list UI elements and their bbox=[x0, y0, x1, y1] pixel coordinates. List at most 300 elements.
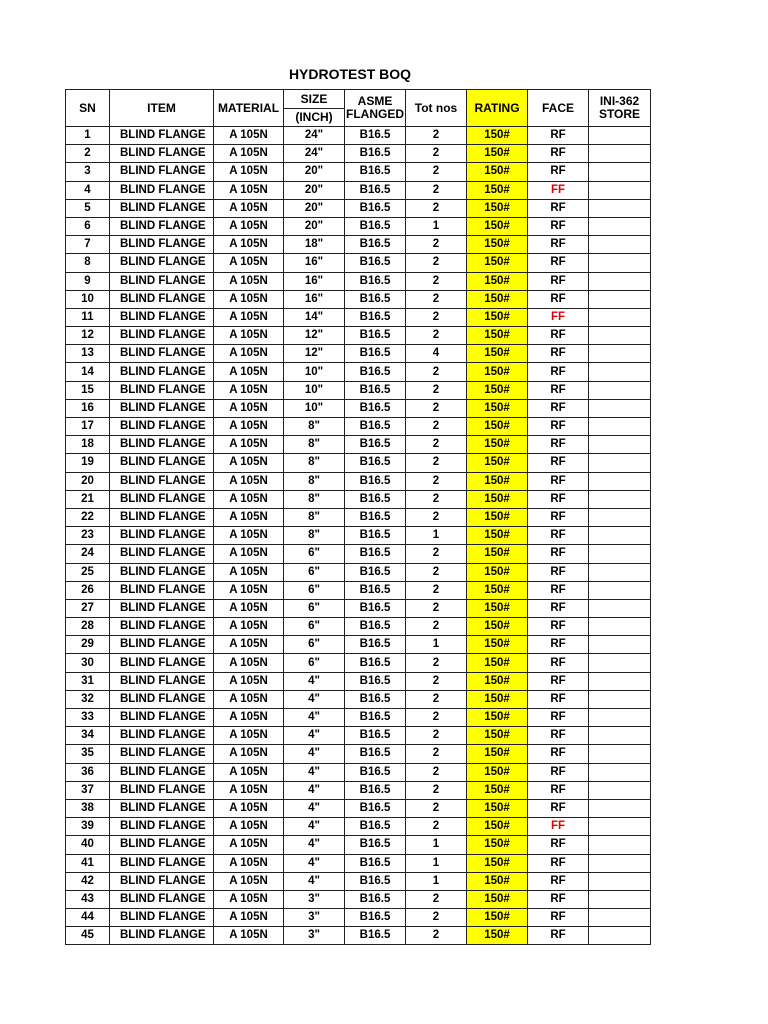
cell-store bbox=[589, 727, 651, 745]
cell-sn: 28 bbox=[66, 618, 110, 636]
cell-asme: B16.5 bbox=[345, 836, 406, 854]
cell-asme: B16.5 bbox=[345, 127, 406, 145]
cell-face: RF bbox=[528, 709, 589, 727]
cell-size: 6" bbox=[284, 599, 345, 617]
cell-item: BLIND FLANGE bbox=[110, 727, 214, 745]
cell-size: 6" bbox=[284, 581, 345, 599]
cell-sn: 7 bbox=[66, 236, 110, 254]
cell-asme: B16.5 bbox=[345, 745, 406, 763]
cell-item: BLIND FLANGE bbox=[110, 490, 214, 508]
cell-rating: 150# bbox=[467, 345, 528, 363]
cell-material: A 105N bbox=[214, 727, 284, 745]
cell-rating: 150# bbox=[467, 127, 528, 145]
cell-material: A 105N bbox=[214, 599, 284, 617]
cell-face: RF bbox=[528, 527, 589, 545]
cell-material: A 105N bbox=[214, 654, 284, 672]
cell-sn: 16 bbox=[66, 399, 110, 417]
cell-rating: 150# bbox=[467, 818, 528, 836]
cell-store bbox=[589, 145, 651, 163]
cell-item: BLIND FLANGE bbox=[110, 872, 214, 890]
cell-item: BLIND FLANGE bbox=[110, 508, 214, 526]
table-row bbox=[66, 181, 651, 199]
cell-item: BLIND FLANGE bbox=[110, 399, 214, 417]
cell-store bbox=[589, 254, 651, 272]
cell-size: 12" bbox=[284, 327, 345, 345]
table-row bbox=[66, 781, 651, 799]
cell-rating: 150# bbox=[467, 727, 528, 745]
cell-tot-nos: 2 bbox=[406, 799, 467, 817]
cell-face: RF bbox=[528, 490, 589, 508]
cell-material: A 105N bbox=[214, 527, 284, 545]
table-row bbox=[66, 236, 651, 254]
cell-material: A 105N bbox=[214, 272, 284, 290]
cell-store bbox=[589, 872, 651, 890]
cell-rating: 150# bbox=[467, 145, 528, 163]
cell-store bbox=[589, 672, 651, 690]
cell-material: A 105N bbox=[214, 781, 284, 799]
cell-item: BLIND FLANGE bbox=[110, 763, 214, 781]
cell-face: RF bbox=[528, 909, 589, 927]
cell-store bbox=[589, 272, 651, 290]
cell-face: RF bbox=[528, 927, 589, 945]
cell-sn: 45 bbox=[66, 927, 110, 945]
cell-sn: 33 bbox=[66, 709, 110, 727]
cell-asme: B16.5 bbox=[345, 199, 406, 217]
cell-store bbox=[589, 654, 651, 672]
cell-size: 4" bbox=[284, 672, 345, 690]
table-header bbox=[66, 90, 651, 127]
cell-item: BLIND FLANGE bbox=[110, 709, 214, 727]
cell-material: A 105N bbox=[214, 672, 284, 690]
cell-material: A 105N bbox=[214, 472, 284, 490]
cell-size: 6" bbox=[284, 545, 345, 563]
table-row bbox=[66, 127, 651, 145]
cell-face: RF bbox=[528, 545, 589, 563]
cell-item: BLIND FLANGE bbox=[110, 636, 214, 654]
cell-asme: B16.5 bbox=[345, 527, 406, 545]
cell-rating: 150# bbox=[467, 527, 528, 545]
cell-sn: 39 bbox=[66, 818, 110, 836]
header-material: MATERIAL bbox=[214, 90, 284, 127]
cell-store bbox=[589, 818, 651, 836]
header-store bbox=[589, 90, 651, 127]
cell-asme: B16.5 bbox=[345, 327, 406, 345]
cell-face: RF bbox=[528, 381, 589, 399]
cell-item: BLIND FLANGE bbox=[110, 217, 214, 235]
cell-face: RF bbox=[528, 836, 589, 854]
cell-material: A 105N bbox=[214, 236, 284, 254]
cell-store bbox=[589, 236, 651, 254]
cell-tot-nos: 2 bbox=[406, 818, 467, 836]
page-title: HYDROTEST BOQ bbox=[288, 66, 412, 82]
table-body bbox=[66, 127, 651, 945]
cell-rating: 150# bbox=[467, 799, 528, 817]
cell-face: RF bbox=[528, 363, 589, 381]
cell-face: RF bbox=[528, 781, 589, 799]
cell-store bbox=[589, 490, 651, 508]
cell-sn: 11 bbox=[66, 308, 110, 326]
cell-face: RF bbox=[528, 472, 589, 490]
cell-item: BLIND FLANGE bbox=[110, 781, 214, 799]
cell-face: RF bbox=[528, 508, 589, 526]
cell-store bbox=[589, 418, 651, 436]
table-row bbox=[66, 199, 651, 217]
cell-material: A 105N bbox=[214, 217, 284, 235]
cell-rating: 150# bbox=[467, 290, 528, 308]
cell-size: 4" bbox=[284, 690, 345, 708]
cell-rating: 150# bbox=[467, 363, 528, 381]
cell-size: 12" bbox=[284, 345, 345, 363]
cell-size: 3" bbox=[284, 927, 345, 945]
table-row bbox=[66, 909, 651, 927]
cell-store bbox=[589, 308, 651, 326]
cell-tot-nos: 1 bbox=[406, 872, 467, 890]
cell-tot-nos: 2 bbox=[406, 490, 467, 508]
cell-asme: B16.5 bbox=[345, 436, 406, 454]
cell-size: 14" bbox=[284, 308, 345, 326]
cell-face: FF bbox=[528, 818, 589, 836]
table-row bbox=[66, 672, 651, 690]
cell-asme: B16.5 bbox=[345, 418, 406, 436]
table-row bbox=[66, 527, 651, 545]
cell-tot-nos: 2 bbox=[406, 745, 467, 763]
cell-size: 8" bbox=[284, 472, 345, 490]
cell-face: FF bbox=[528, 181, 589, 199]
cell-material: A 105N bbox=[214, 690, 284, 708]
cell-store bbox=[589, 127, 651, 145]
cell-sn: 40 bbox=[66, 836, 110, 854]
cell-face: RF bbox=[528, 581, 589, 599]
cell-asme: B16.5 bbox=[345, 236, 406, 254]
cell-face: RF bbox=[528, 290, 589, 308]
cell-size: 8" bbox=[284, 454, 345, 472]
cell-sn: 19 bbox=[66, 454, 110, 472]
cell-item: BLIND FLANGE bbox=[110, 327, 214, 345]
table-row bbox=[66, 508, 651, 526]
cell-rating: 150# bbox=[467, 890, 528, 908]
cell-rating: 150# bbox=[467, 472, 528, 490]
cell-item: BLIND FLANGE bbox=[110, 527, 214, 545]
cell-sn: 37 bbox=[66, 781, 110, 799]
cell-store bbox=[589, 763, 651, 781]
cell-material: A 105N bbox=[214, 399, 284, 417]
cell-asme: B16.5 bbox=[345, 163, 406, 181]
cell-sn: 3 bbox=[66, 163, 110, 181]
cell-asme: B16.5 bbox=[345, 854, 406, 872]
cell-item: BLIND FLANGE bbox=[110, 454, 214, 472]
cell-asme: B16.5 bbox=[345, 872, 406, 890]
cell-sn: 2 bbox=[66, 145, 110, 163]
cell-item: BLIND FLANGE bbox=[110, 181, 214, 199]
cell-item: BLIND FLANGE bbox=[110, 745, 214, 763]
table-row bbox=[66, 636, 651, 654]
cell-face: RF bbox=[528, 563, 589, 581]
cell-rating: 150# bbox=[467, 636, 528, 654]
cell-size: 16" bbox=[284, 272, 345, 290]
cell-tot-nos: 1 bbox=[406, 217, 467, 235]
cell-asme: B16.5 bbox=[345, 472, 406, 490]
cell-rating: 150# bbox=[467, 217, 528, 235]
cell-item: BLIND FLANGE bbox=[110, 927, 214, 945]
cell-rating: 150# bbox=[467, 672, 528, 690]
cell-size: 4" bbox=[284, 854, 345, 872]
cell-item: BLIND FLANGE bbox=[110, 236, 214, 254]
cell-sn: 22 bbox=[66, 508, 110, 526]
cell-tot-nos: 2 bbox=[406, 672, 467, 690]
cell-store bbox=[589, 927, 651, 945]
cell-material: A 105N bbox=[214, 854, 284, 872]
cell-sn: 1 bbox=[66, 127, 110, 145]
cell-size: 6" bbox=[284, 636, 345, 654]
cell-tot-nos: 2 bbox=[406, 781, 467, 799]
cell-material: A 105N bbox=[214, 709, 284, 727]
cell-asme: B16.5 bbox=[345, 345, 406, 363]
cell-rating: 150# bbox=[467, 709, 528, 727]
cell-face: RF bbox=[528, 327, 589, 345]
table-row bbox=[66, 927, 651, 945]
cell-material: A 105N bbox=[214, 909, 284, 927]
cell-material: A 105N bbox=[214, 181, 284, 199]
cell-material: A 105N bbox=[214, 563, 284, 581]
cell-asme: B16.5 bbox=[345, 290, 406, 308]
cell-asme: B16.5 bbox=[345, 654, 406, 672]
cell-tot-nos: 2 bbox=[406, 709, 467, 727]
cell-store bbox=[589, 381, 651, 399]
cell-material: A 105N bbox=[214, 363, 284, 381]
cell-sn: 36 bbox=[66, 763, 110, 781]
cell-material: A 105N bbox=[214, 636, 284, 654]
cell-item: BLIND FLANGE bbox=[110, 563, 214, 581]
cell-face: RF bbox=[528, 890, 589, 908]
table-row bbox=[66, 308, 651, 326]
cell-rating: 150# bbox=[467, 418, 528, 436]
cell-rating: 150# bbox=[467, 454, 528, 472]
table-row bbox=[66, 818, 651, 836]
cell-item: BLIND FLANGE bbox=[110, 272, 214, 290]
cell-material: A 105N bbox=[214, 618, 284, 636]
cell-size: 4" bbox=[284, 872, 345, 890]
cell-face: RF bbox=[528, 599, 589, 617]
cell-sn: 42 bbox=[66, 872, 110, 890]
cell-sn: 34 bbox=[66, 727, 110, 745]
cell-store bbox=[589, 363, 651, 381]
cell-rating: 150# bbox=[467, 563, 528, 581]
cell-rating: 150# bbox=[467, 327, 528, 345]
cell-face: RF bbox=[528, 436, 589, 454]
cell-rating: 150# bbox=[467, 254, 528, 272]
cell-face: RF bbox=[528, 763, 589, 781]
cell-face: RF bbox=[528, 745, 589, 763]
cell-item: BLIND FLANGE bbox=[110, 363, 214, 381]
table-row bbox=[66, 854, 651, 872]
cell-material: A 105N bbox=[214, 308, 284, 326]
cell-item: BLIND FLANGE bbox=[110, 163, 214, 181]
cell-store bbox=[589, 909, 651, 927]
cell-size: 20" bbox=[284, 199, 345, 217]
cell-asme: B16.5 bbox=[345, 381, 406, 399]
cell-sn: 24 bbox=[66, 545, 110, 563]
header-size-unit: (INCH) bbox=[284, 109, 345, 127]
cell-tot-nos: 2 bbox=[406, 436, 467, 454]
table-row bbox=[66, 563, 651, 581]
cell-material: A 105N bbox=[214, 418, 284, 436]
cell-tot-nos: 2 bbox=[406, 127, 467, 145]
cell-face: RF bbox=[528, 872, 589, 890]
cell-asme: B16.5 bbox=[345, 181, 406, 199]
cell-material: A 105N bbox=[214, 836, 284, 854]
cell-size: 4" bbox=[284, 781, 345, 799]
cell-store bbox=[589, 199, 651, 217]
table-row bbox=[66, 799, 651, 817]
cell-asme: B16.5 bbox=[345, 254, 406, 272]
cell-rating: 150# bbox=[467, 399, 528, 417]
cell-sn: 25 bbox=[66, 563, 110, 581]
cell-material: A 105N bbox=[214, 763, 284, 781]
cell-tot-nos: 2 bbox=[406, 290, 467, 308]
cell-asme: B16.5 bbox=[345, 454, 406, 472]
cell-tot-nos: 1 bbox=[406, 636, 467, 654]
cell-tot-nos: 2 bbox=[406, 454, 467, 472]
cell-store bbox=[589, 181, 651, 199]
cell-tot-nos: 2 bbox=[406, 199, 467, 217]
cell-asme: B16.5 bbox=[345, 363, 406, 381]
cell-material: A 105N bbox=[214, 145, 284, 163]
cell-sn: 30 bbox=[66, 654, 110, 672]
cell-store bbox=[589, 399, 651, 417]
cell-tot-nos: 2 bbox=[406, 327, 467, 345]
cell-item: BLIND FLANGE bbox=[110, 308, 214, 326]
cell-item: BLIND FLANGE bbox=[110, 690, 214, 708]
table-row bbox=[66, 363, 651, 381]
cell-size: 10" bbox=[284, 399, 345, 417]
cell-material: A 105N bbox=[214, 872, 284, 890]
cell-item: BLIND FLANGE bbox=[110, 581, 214, 599]
cell-material: A 105N bbox=[214, 163, 284, 181]
cell-item: BLIND FLANGE bbox=[110, 254, 214, 272]
cell-item: BLIND FLANGE bbox=[110, 290, 214, 308]
cell-asme: B16.5 bbox=[345, 927, 406, 945]
table-row bbox=[66, 581, 651, 599]
cell-asme: B16.5 bbox=[345, 145, 406, 163]
cell-rating: 150# bbox=[467, 690, 528, 708]
cell-rating: 150# bbox=[467, 763, 528, 781]
table-row bbox=[66, 727, 651, 745]
cell-face: RF bbox=[528, 145, 589, 163]
cell-size: 4" bbox=[284, 763, 345, 781]
cell-face: RF bbox=[528, 399, 589, 417]
cell-face: RF bbox=[528, 672, 589, 690]
cell-material: A 105N bbox=[214, 508, 284, 526]
cell-face: RF bbox=[528, 163, 589, 181]
cell-rating: 150# bbox=[467, 745, 528, 763]
cell-material: A 105N bbox=[214, 545, 284, 563]
cell-size: 20" bbox=[284, 181, 345, 199]
cell-tot-nos: 2 bbox=[406, 472, 467, 490]
cell-size: 3" bbox=[284, 890, 345, 908]
cell-size: 16" bbox=[284, 254, 345, 272]
cell-size: 8" bbox=[284, 490, 345, 508]
cell-tot-nos: 4 bbox=[406, 345, 467, 363]
cell-sn: 21 bbox=[66, 490, 110, 508]
cell-face: RF bbox=[528, 272, 589, 290]
cell-sn: 14 bbox=[66, 363, 110, 381]
cell-item: BLIND FLANGE bbox=[110, 836, 214, 854]
cell-tot-nos: 2 bbox=[406, 163, 467, 181]
cell-tot-nos: 2 bbox=[406, 272, 467, 290]
cell-store bbox=[589, 836, 651, 854]
cell-face: RF bbox=[528, 727, 589, 745]
cell-rating: 150# bbox=[467, 781, 528, 799]
cell-face: RF bbox=[528, 454, 589, 472]
cell-rating: 150# bbox=[467, 436, 528, 454]
cell-size: 4" bbox=[284, 836, 345, 854]
cell-asme: B16.5 bbox=[345, 672, 406, 690]
cell-asme: B16.5 bbox=[345, 217, 406, 235]
cell-tot-nos: 1 bbox=[406, 854, 467, 872]
cell-rating: 150# bbox=[467, 872, 528, 890]
cell-face: RF bbox=[528, 236, 589, 254]
header-sn: SN bbox=[66, 90, 110, 127]
table-row bbox=[66, 436, 651, 454]
cell-rating: 150# bbox=[467, 618, 528, 636]
cell-size: 20" bbox=[284, 217, 345, 235]
cell-sn: 26 bbox=[66, 581, 110, 599]
cell-sn: 8 bbox=[66, 254, 110, 272]
cell-size: 8" bbox=[284, 418, 345, 436]
header-store-line2: STORE bbox=[598, 107, 641, 121]
cell-store bbox=[589, 545, 651, 563]
cell-tot-nos: 2 bbox=[406, 599, 467, 617]
header-face: FACE bbox=[528, 90, 589, 127]
cell-asme: B16.5 bbox=[345, 799, 406, 817]
cell-material: A 105N bbox=[214, 254, 284, 272]
cell-tot-nos: 2 bbox=[406, 418, 467, 436]
cell-item: BLIND FLANGE bbox=[110, 890, 214, 908]
cell-sn: 5 bbox=[66, 199, 110, 217]
table-row bbox=[66, 381, 651, 399]
cell-tot-nos: 2 bbox=[406, 563, 467, 581]
cell-rating: 150# bbox=[467, 654, 528, 672]
cell-size: 4" bbox=[284, 709, 345, 727]
cell-store bbox=[589, 345, 651, 363]
table-row bbox=[66, 418, 651, 436]
cell-item: BLIND FLANGE bbox=[110, 799, 214, 817]
cell-sn: 41 bbox=[66, 854, 110, 872]
cell-asme: B16.5 bbox=[345, 909, 406, 927]
table-row bbox=[66, 836, 651, 854]
cell-face: RF bbox=[528, 217, 589, 235]
cell-item: BLIND FLANGE bbox=[110, 472, 214, 490]
cell-tot-nos: 2 bbox=[406, 545, 467, 563]
table-row bbox=[66, 399, 651, 417]
cell-material: A 105N bbox=[214, 799, 284, 817]
table-row bbox=[66, 745, 651, 763]
cell-size: 6" bbox=[284, 654, 345, 672]
cell-tot-nos: 2 bbox=[406, 690, 467, 708]
cell-face: RF bbox=[528, 654, 589, 672]
cell-store bbox=[589, 890, 651, 908]
cell-asme: B16.5 bbox=[345, 727, 406, 745]
cell-size: 18" bbox=[284, 236, 345, 254]
cell-size: 8" bbox=[284, 436, 345, 454]
cell-tot-nos: 2 bbox=[406, 254, 467, 272]
cell-size: 8" bbox=[284, 527, 345, 545]
cell-asme: B16.5 bbox=[345, 781, 406, 799]
table-row bbox=[66, 490, 651, 508]
table-row bbox=[66, 709, 651, 727]
cell-rating: 150# bbox=[467, 909, 528, 927]
cell-item: BLIND FLANGE bbox=[110, 672, 214, 690]
